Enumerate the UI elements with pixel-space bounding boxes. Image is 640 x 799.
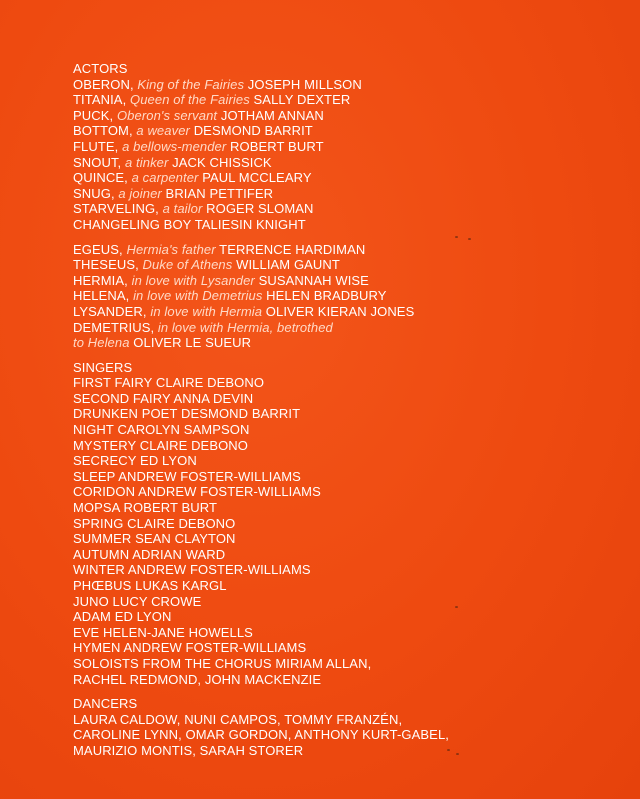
cast-role-description: Queen of the Fairies	[130, 92, 250, 108]
cast-performer: ANDREW FOSTER-WILLIAMS	[118, 468, 301, 484]
cast-line	[73, 438, 633, 454]
cast-performer: ANDREW FOSTER-WILLIAMS	[123, 640, 307, 656]
cast-performer: CLAIRE DEBONO	[127, 515, 236, 531]
cast-role: HELENA,	[73, 288, 130, 304]
cast-line	[73, 288, 633, 304]
cast-line	[73, 578, 633, 594]
cast-performer: CLAIRE DEBONO	[139, 437, 249, 453]
cast-line	[73, 516, 633, 532]
cast-line	[73, 335, 633, 351]
cast-performer: SALLY DEXTER	[253, 92, 351, 108]
cast-role: MOPSA	[73, 500, 120, 516]
cast-line	[73, 375, 633, 391]
cast-performer: RACHEL REDMOND, JOHN MACKENZIE	[73, 671, 322, 687]
cast-role: EGEUS,	[73, 241, 123, 257]
cast-performer: LUKAS KARGL	[135, 578, 227, 593]
cast-role-description: in love with Hermia, betrothed	[157, 319, 333, 335]
cast-role-description: Oberon's servant	[116, 107, 218, 123]
cast-role-description: a bellows-mender	[122, 138, 227, 154]
cast-role-description: in love with Lysander	[131, 272, 255, 288]
cast-performer: TERRENCE HARDIMAN	[219, 241, 366, 257]
cast-role: THESEUS,	[73, 257, 139, 273]
cast-performer: PAUL MCCLEARY	[202, 170, 312, 186]
cast-performer: DESMOND BARRIT	[180, 406, 301, 422]
cast-line	[73, 640, 633, 656]
cast-line	[73, 422, 633, 438]
cast-line	[73, 320, 633, 336]
singers-list	[73, 375, 633, 656]
cast-line	[73, 594, 633, 610]
cast-performer: HELEN BRADBURY	[266, 288, 387, 304]
cast-performer: CLAIRE DEBONO	[155, 375, 265, 391]
cast-role: ADAM	[73, 609, 111, 625]
cast-list	[73, 61, 633, 759]
cast-performer: JOTHAM ANNAN	[220, 107, 324, 123]
cast-role-description: a carpenter	[131, 170, 199, 186]
cast-performer: LUCY CROWE	[112, 593, 202, 609]
cast-role: CORIDON	[73, 484, 136, 500]
cast-line	[73, 625, 633, 641]
cast-role: SECRECY	[73, 453, 137, 469]
cast-line	[73, 155, 633, 171]
cast-line	[73, 469, 633, 485]
cast-role-description: Hermia's father	[126, 241, 216, 257]
singers-heading: SINGERS	[73, 359, 133, 375]
cast-performer: ED LYON	[114, 609, 172, 625]
cast-line	[73, 484, 633, 500]
cast-role: SUMMER	[73, 531, 132, 547]
cast-line	[73, 139, 633, 155]
cast-line	[73, 186, 633, 202]
cast-line	[73, 672, 633, 688]
cast-performer: SEAN CLAYTON	[135, 531, 236, 547]
cast-role: BOTTOM,	[73, 123, 133, 139]
cast-role-description: a tinker	[125, 154, 169, 170]
cast-line	[73, 273, 633, 289]
cast-line	[73, 123, 633, 139]
cast-role: TITANIA,	[73, 92, 127, 108]
cast-role: DEMETRIUS,	[73, 319, 155, 335]
cast-line	[73, 257, 633, 273]
cast-role-description: a tailor	[162, 201, 203, 217]
cast-line	[73, 656, 633, 672]
cast-role: DRUNKEN POET	[73, 406, 178, 422]
cast-role-description: to Helena	[73, 335, 130, 351]
cast-role-description: a joiner	[118, 185, 162, 201]
cast-role: SECOND FAIRY	[73, 390, 171, 406]
actors-heading: ACTORS	[73, 61, 128, 76]
cast-role-description: in love with Demetrius	[133, 288, 263, 304]
cast-performer: MIRIAM ALLAN,	[275, 655, 372, 671]
cast-performer: ANNA DEVIN	[173, 390, 254, 406]
cast-role: EVE	[73, 624, 100, 640]
cast-role-description: King of the Fairies	[137, 76, 245, 92]
cast-role: STARVELING,	[73, 201, 159, 217]
cast-role: OBERON,	[73, 76, 134, 92]
cast-performer: OLIVER LE SUEUR	[133, 335, 252, 351]
cast-line	[73, 453, 633, 469]
cast-line	[73, 391, 633, 407]
cast-performer: HELEN-JANE HOWELLS	[103, 624, 253, 640]
cast-role: PUCK,	[73, 107, 114, 123]
cast-role: SNOUT,	[73, 154, 122, 170]
cast-line	[73, 304, 633, 320]
cast-line	[73, 170, 633, 186]
cast-role: SLEEP	[73, 468, 116, 484]
cast-role: PHŒBUS	[73, 578, 132, 593]
cast-line	[73, 406, 633, 422]
cast-role: QUINCE,	[73, 170, 128, 186]
cast-line	[73, 547, 633, 563]
cast-role: LYSANDER,	[73, 303, 147, 319]
dancers-line: MAURIZIO MONTIS, SARAH STORER	[73, 742, 304, 758]
cast-role: HYMEN	[73, 640, 121, 656]
cast-performer: ED LYON	[140, 453, 197, 469]
dancers-heading: DANCERS	[73, 696, 138, 712]
cast-role: FIRST FAIRY	[73, 375, 153, 391]
cast-role-description: Duke of Athens	[142, 257, 233, 273]
cast-role-description: in love with Hermia	[150, 303, 263, 319]
cast-performer: JOSEPH MILLSON	[247, 76, 362, 92]
cast-line	[73, 201, 633, 217]
cast-performer: ANDREW FOSTER-WILLIAMS	[138, 484, 321, 500]
cast-line	[73, 500, 633, 516]
cast-performer: ROGER SLOMAN	[206, 201, 314, 217]
cast-line	[73, 531, 633, 547]
cast-role: MYSTERY	[73, 437, 137, 453]
cast-line	[73, 108, 633, 124]
cast-role: CHANGELING BOY	[73, 216, 192, 232]
cast-performer: DESMOND BARRIT	[193, 123, 313, 139]
cast-role: SNUG,	[73, 185, 115, 201]
cast-role: AUTUMN	[73, 546, 130, 562]
cast-performer: OLIVER KIERAN JONES	[265, 303, 415, 319]
cast-role: JUNO	[73, 593, 109, 609]
cast-performer: TALIESIN KNIGHT	[194, 216, 306, 232]
cast-line	[73, 217, 633, 233]
cast-line	[73, 242, 633, 258]
actors-group-fairies-mechanicals	[73, 77, 633, 233]
cast-performer: SUSANNAH WISE	[258, 272, 369, 288]
cast-role: SOLOISTS FROM THE CHORUS	[73, 655, 272, 671]
cast-performer: BRIAN PETTIFER	[165, 185, 274, 201]
cast-line	[73, 92, 633, 108]
cast-line	[73, 562, 633, 578]
cast-line	[73, 77, 633, 93]
cast-performer: ROBERT BURT	[230, 138, 324, 154]
dancers-line: LAURA CALDOW, NUNI CAMPOS, TOMMY FRANZÉN,	[73, 711, 403, 727]
cast-role: FLUTE,	[73, 138, 119, 154]
cast-role: HERMIA,	[73, 272, 128, 288]
cast-line	[73, 609, 633, 625]
cast-performer: CAROLYN SAMPSON	[117, 422, 250, 438]
cast-role: WINTER	[73, 562, 125, 578]
actors-group-athenians	[73, 242, 633, 320]
cast-role-description: a weaver	[136, 123, 190, 139]
cast-role: NIGHT	[73, 422, 114, 438]
cast-performer: JACK CHISSICK	[172, 154, 272, 170]
cast-performer: ROBERT BURT	[123, 500, 218, 516]
cast-performer: ADRIAN WARD	[132, 546, 226, 562]
cast-performer: ANDREW FOSTER-WILLIAMS	[127, 562, 311, 578]
cast-role: SPRING	[73, 515, 124, 531]
dancers-line: CAROLINE LYNN, OMAR GORDON, ANTHONY KURT-GABEL,	[73, 727, 449, 743]
cast-performer: WILLIAM GAUNT	[236, 257, 340, 273]
